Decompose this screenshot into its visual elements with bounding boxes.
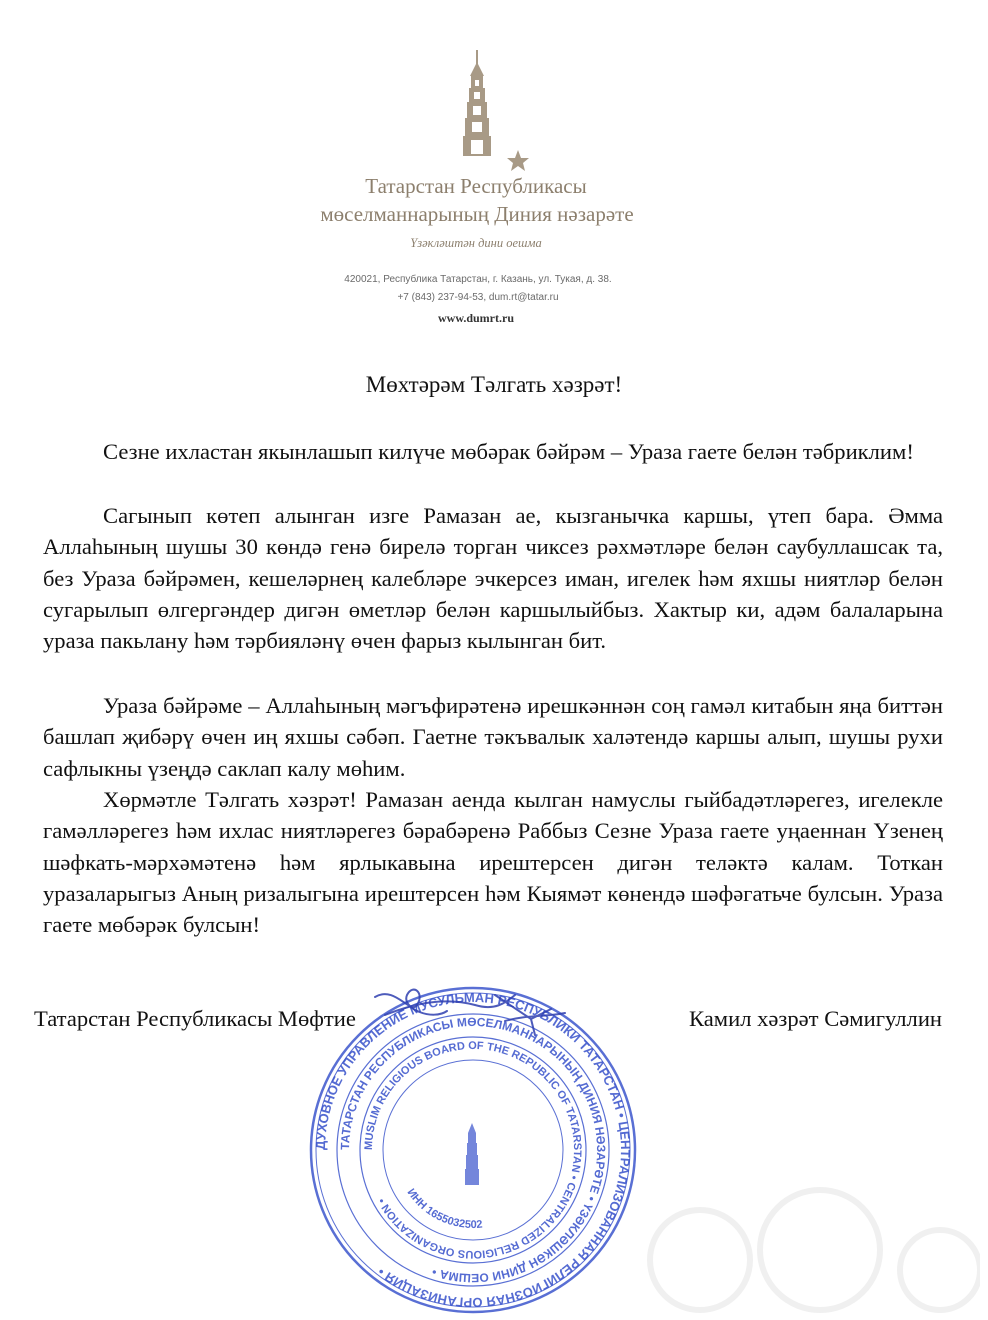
- stamp-minaret-icon: [438, 1115, 508, 1198]
- signatory-title: Татарстан Республикасы Мөфтие: [34, 1006, 356, 1031]
- faint-ornament-watermark: [640, 1140, 980, 1320]
- stamp-inner-text: MUSLIM RELIGIOUS BOARD OF THE REPUBLIC OF TATARSTAN • CENTRALIZED RELIGIOUS ORGANIZATION •: [362, 1039, 584, 1261]
- org-subtitle: Үзәкләштән дини оешма: [410, 236, 542, 250]
- letter-paragraph-2: Сагынып көтеп алынган изге Рамазан ае, кызганычка каршы, үтеп бара. Әмма Аллаһының шушы 30 көндә генә бирелә торган чиксез рәхмәтләре белән саубуллашсак та, без Ураза бәйрәмен, кешеләрнең калебләре эчкерсез иман, игелек һәм яхшы ниятләр белән сугарылып өлгергәндер дигән өметләр белән каршылыйбыз. Хактыр ки, адәм балаларына ураза пакьлану һәм тәрбияләнү өчен фарыз кылынган бит.: [43, 503, 943, 654]
- letter-paragraph-4: Хөрмәтле Тәлгать хәзрәт! Рамазан аенда кылган намуслы гыйбадәтләрегез, игелекле гамәлләрегез һәм ихлас ниятләрегез бәрабәренә Раббыз Сезне Ураза гаете уңаеннан Үзенең шәфкать-мәрхәмәтенә һәм ярлыкавына ирештерсен дигән теләктә калам. Тоткан уразаларыгыз Аның ризалыгына ирештерсен һәм Кыямәт көнендә шәфәгатьче булсын. Ураза гаете мөбәрәк булсын!: [43, 787, 943, 938]
- letter-paragraph-1: Сезне ихластан якынлашып килүче мөбәрак бәйрәм – Ураза гаете белән тәбриклим!: [103, 439, 914, 464]
- handwritten-signature: [355, 975, 585, 1055]
- address-line1: 420021, Республика Татарстан, г. Казань, ул. Тукая, д. 38.: [344, 274, 612, 285]
- letter-greeting: Мөхтәрәм Тәлгать хәзрәт!: [365, 372, 623, 397]
- stamp-outer-text: ДУХОВНОЕ УПРАВЛЕНИЕ МУСУЛЬМАН РЕСПУБЛИКИ ТАТАРСТАН • ЦЕНТРАЛИЗОВАННАЯ РЕЛИГИОЗНАЯ ОРГАНИЗАЦИЯ •: [312, 989, 634, 1311]
- stamp-inn-text: ИНН 1655032502: [404, 1186, 483, 1232]
- org-name-line2: мөселманнарының Диния нәзарәте: [320, 202, 634, 226]
- website-link[interactable]: www.dumrt.ru: [437, 311, 514, 325]
- signatory-name: Камил хәзрәт Сәмигуллин: [689, 1006, 942, 1031]
- org-name-line1: Татарстан Республикасы: [365, 174, 587, 198]
- stamp-middle-text: ТАТАРСТАН РЕСПУБЛИКАСЫ МӨСЕЛМАННАРЫНЫҢ ДИНИЯ НӘЗАРӘТЕ • ҮЗӘКЛӘШКӘН ДИНИ ОЕШМА •: [337, 1014, 609, 1286]
- letter-paragraph-3: Ураза бәйрәме – Аллаһының мәгъфирәтенә ирешкәннән соң гамәл китабын яңа биттән башлап җибәрү өчен иң яхшы сәбәп. Гаетне тәкъвалык халәтендә каршы алып, шушы рухи сафлыкны үзеңдә саклап калу мөһим.: [43, 693, 943, 781]
- address-line2: +7 (843) 237-94-53, dum.rt@tatar.ru: [397, 292, 559, 303]
